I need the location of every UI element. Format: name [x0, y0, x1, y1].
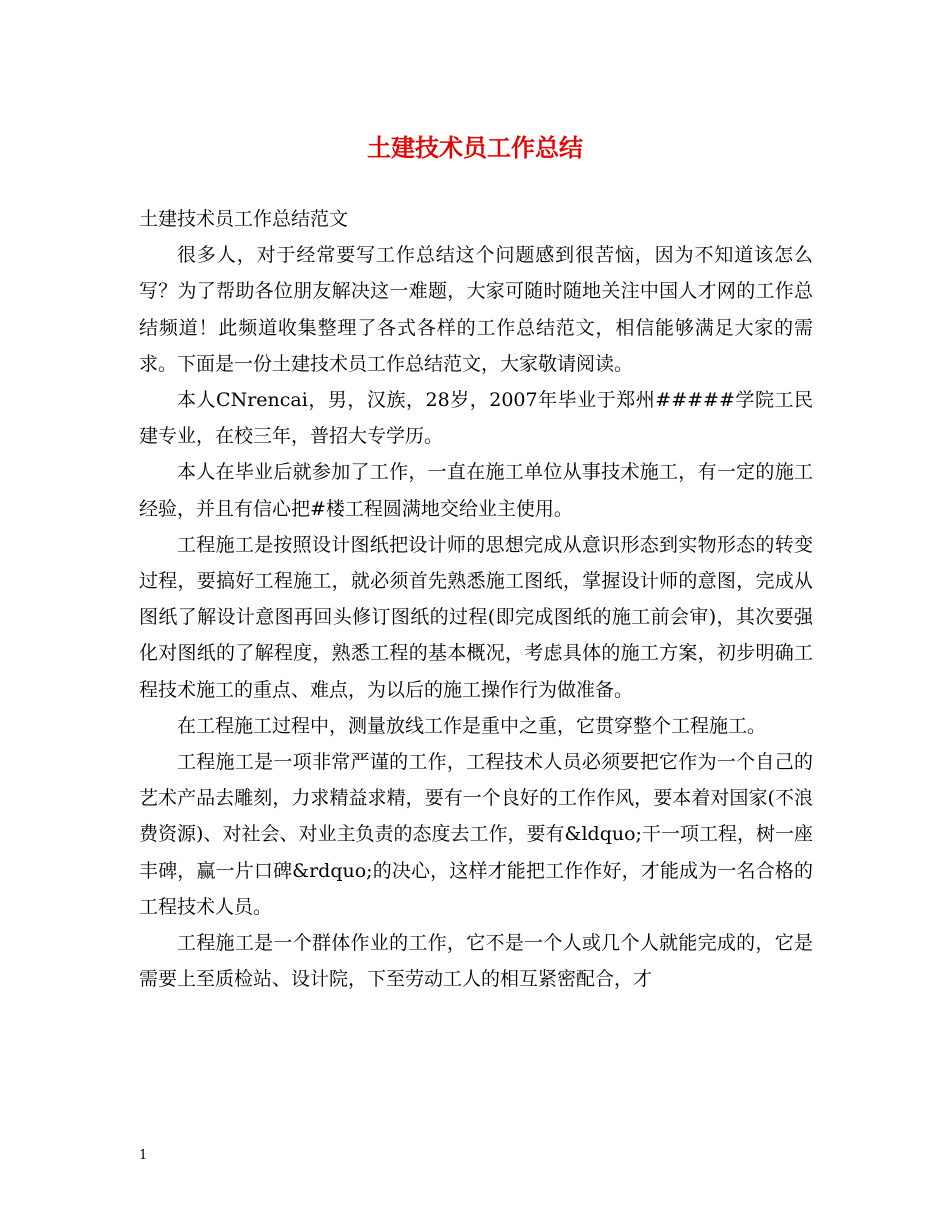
document-subtitle: 土建技术员工作总结范文 — [139, 208, 349, 230]
page-number: 1 — [139, 1148, 148, 1163]
paragraph-personal-info: 本人CNrencai，男，汉族，28岁，2007年毕业于郑州#####学院工民建专业，在校三年，普招大专学历。 — [139, 389, 813, 448]
paragraph-intro: 很多人，对于经常要写工作总结这个问题感到很苦恼，因为不知道该怎么写？为了帮助各位朋友解决这一难题，大家可随时随地关注中国人才网的工作总结频道！此频道收集整理了各式各样的工作总结范文，相信能够满足大家的需求。下面是一份土建技术员工作总结范文，大家敬请阅读。 — [139, 244, 813, 375]
document-title: 土建技术员工作总结 — [367, 133, 583, 162]
paragraph-construction-drawings: 工程施工是按照设计图纸把设计师的思想完成从意识形态到实物形态的转变过程，要搞好工程施工，就必须首先熟悉施工图纸，掌握设计师的意图，完成从图纸了解设计意图再回头修订图纸的过程(即完成图纸的施工前会审)，其次要强化对图纸的了解程度，熟悉工程的基本概况，考虑具体的施工方案，初步明确工程技术施工的重点、难点，为以后的施工操作行为做准备。 — [139, 533, 813, 701]
paragraph-surveying: 在工程施工过程中，测量放线工作是重中之重，它贯穿整个工程施工。 — [177, 714, 767, 737]
paragraph-teamwork: 工程施工是一个群体作业的工作，它不是一个人或几个人就能完成的，它是需要上至质检站、设计院，下至劳动工人的相互紧密配合，才 — [139, 932, 813, 991]
paragraph-work-attitude: 工程施工是一项非常严谨的工作，工程技术人员必须要把它作为一个自己的艺术产品去雕刻，力求精益求精，要有一个良好的工作作风，要本着对国家(不浪费资源)、对社会、对业主负责的态度去工作，要有&ldquo;干一项工程，树一座丰碑，赢一片口碑&rdquo;的决心，这样才能把工作作好，才能成为一名合格的工程技术人员。 — [139, 751, 813, 918]
paragraph-work-experience: 本人在毕业后就参加了工作，一直在施工单位从事技术施工，有一定的施工经验，并且有信心把#楼工程圆满地交给业主使用。 — [139, 461, 813, 520]
document-body — [139, 201, 813, 997]
